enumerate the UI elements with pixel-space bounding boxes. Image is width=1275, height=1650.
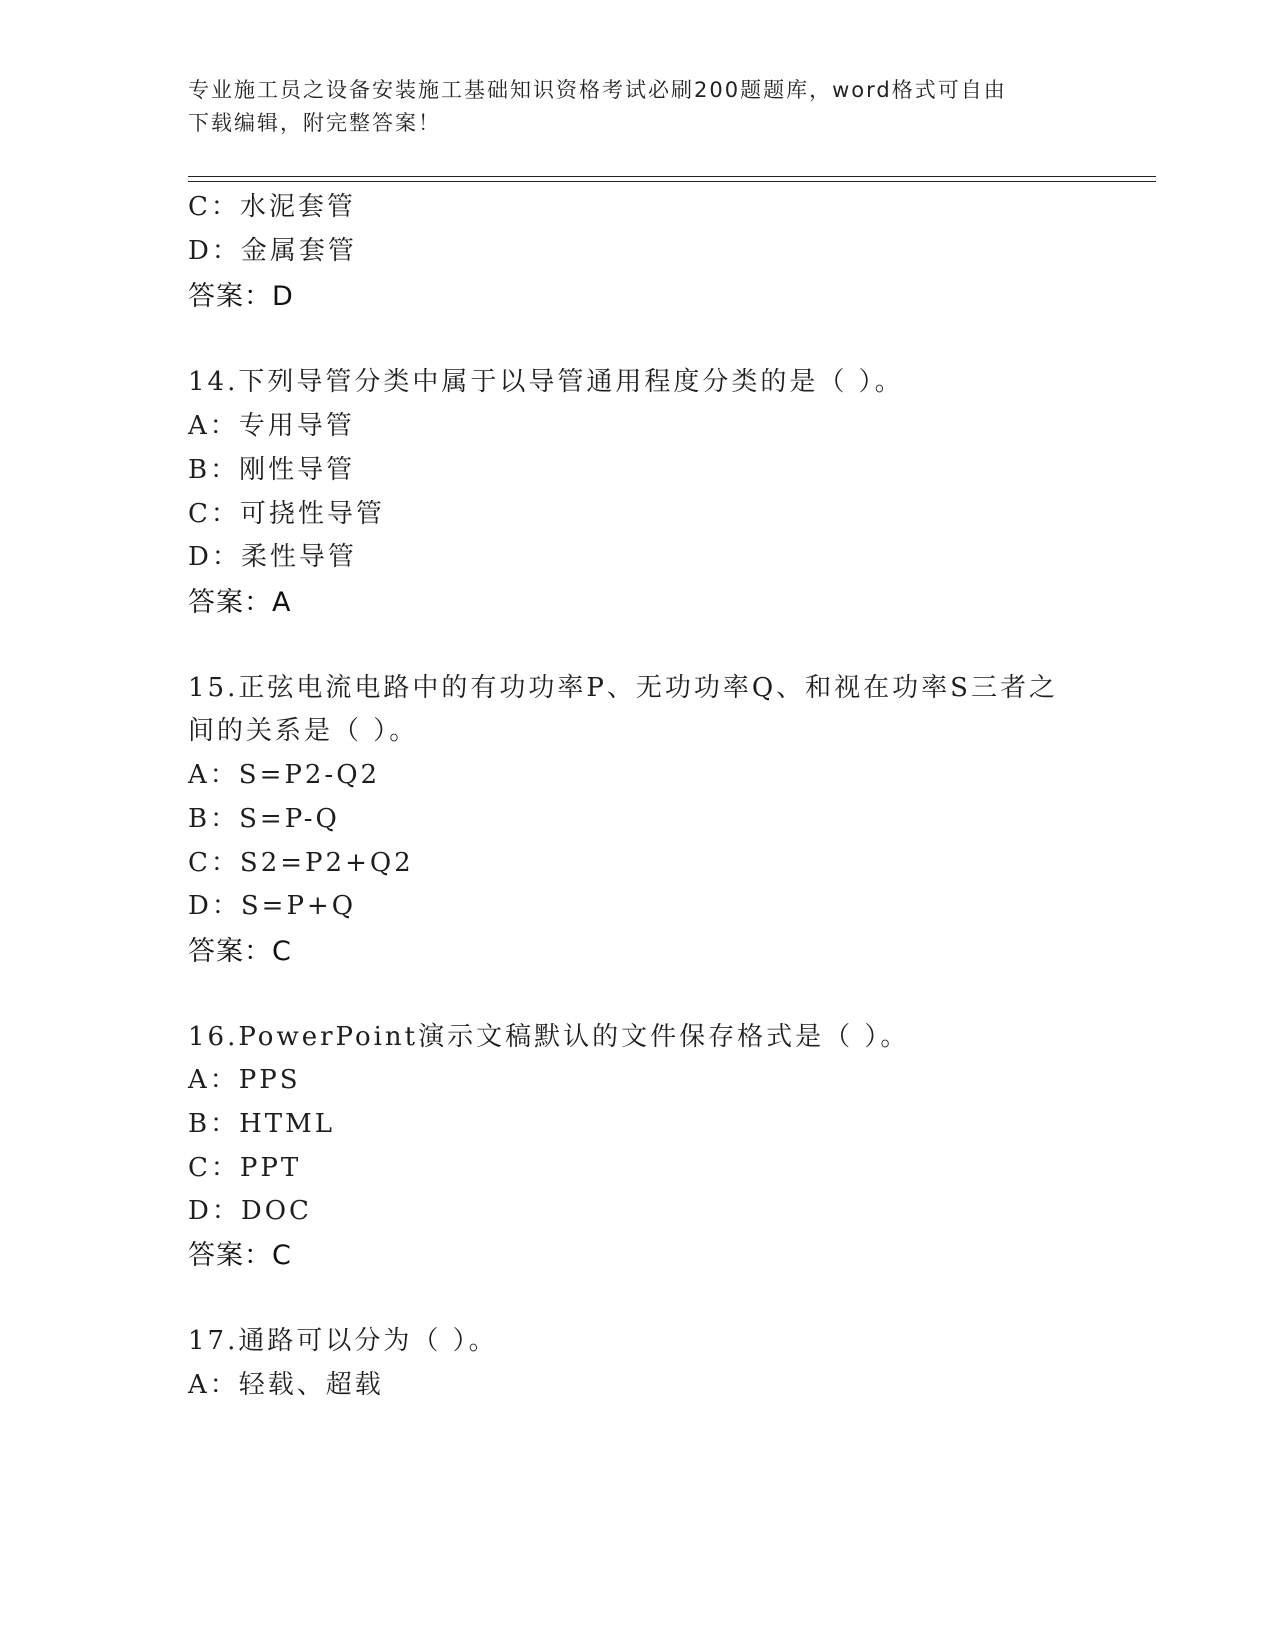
document-header — [188, 74, 1088, 140]
question-16-option-b: B：HTML — [188, 1109, 336, 1139]
question-16-option-a: A：PPS — [188, 1065, 301, 1095]
question-15-option-a: A：S=P2-Q2 — [188, 760, 381, 790]
answer-line: 答案：D — [188, 281, 294, 312]
question-17-stem: 17.通路可以分为（ ）。 — [188, 1326, 498, 1356]
question-14-option-b: B：刚性导管 — [188, 455, 356, 485]
question-15-option-d: D：S=P+Q — [188, 891, 357, 921]
question-16-option-c: C：PPT — [188, 1153, 302, 1183]
option-c: C：水泥套管 — [188, 192, 356, 222]
question-14-answer: 答案：A — [188, 587, 292, 618]
question-15-stem-line-2: 间的关系是（ ）。 — [188, 716, 419, 746]
question-14-option-a: A：专用导管 — [188, 411, 355, 441]
option-d: D：金属套管 — [188, 236, 357, 266]
header-divider-top — [188, 176, 1156, 177]
header-line-1: 专业施工员之设备安装施工基础知识资格考试必刷200题题库，word格式可自由 — [188, 78, 1007, 102]
header-line-2: 下载编辑，附完整答案！ — [188, 111, 441, 135]
question-16-stem: 16.PowerPoint演示文稿默认的文件保存格式是（ ）。 — [188, 1022, 910, 1052]
question-15-option-b: B：S=P-Q — [188, 804, 340, 834]
question-14-option-d: D：柔性导管 — [188, 542, 357, 572]
question-15-stem-line-1: 15.正弦电流电路中的有功功率P、无功功率Q、和视在功率S三者之 — [188, 673, 1058, 703]
question-16-answer: 答案：C — [188, 1240, 292, 1271]
question-16-option-d: D：DOC — [188, 1196, 312, 1226]
header-divider-bottom — [188, 181, 1156, 182]
question-15-answer: 答案：C — [188, 936, 292, 967]
question-17-option-a: A：轻载、超载 — [188, 1370, 384, 1400]
question-15-option-c: C：S2=P2+Q2 — [188, 848, 414, 878]
question-14-stem: 14.下列导管分类中属于以导管通用程度分类的是（ ）。 — [188, 367, 904, 397]
question-14-option-c: C：可挠性导管 — [188, 499, 385, 529]
